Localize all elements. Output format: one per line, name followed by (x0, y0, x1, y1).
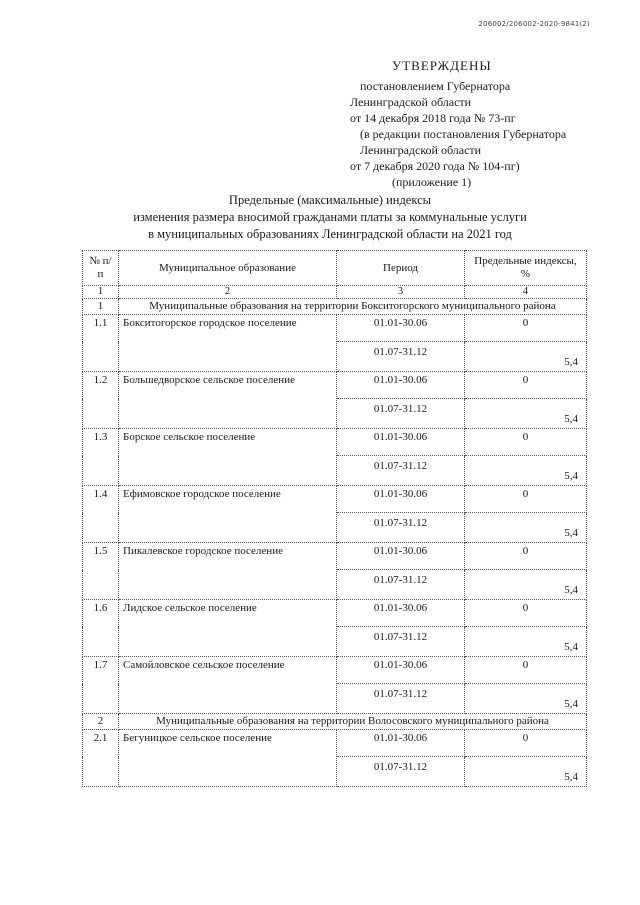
section-title: Муниципальные образования на территории Волосовского муниципального района (119, 714, 587, 730)
period-cell: 01.07-31.12 (337, 757, 465, 787)
index-value: 0 (465, 600, 587, 627)
table-row (83, 372, 587, 399)
header-period: Период (337, 251, 465, 286)
approval-line: постановлением Губернатора (360, 79, 511, 93)
header-municipality: Муниципальное образование (119, 251, 337, 286)
index-value: 0 (465, 730, 587, 757)
indices-table (82, 250, 587, 787)
period-cell: 01.01-30.06 (337, 486, 465, 513)
index-value: 0 (465, 657, 587, 684)
period-cell: 01.01-30.06 (337, 429, 465, 456)
approval-line: Ленинградской области (360, 143, 482, 157)
period-cell: 01.07-31.12 (337, 684, 465, 714)
index-value: 5,4 (465, 627, 587, 657)
table-row (83, 429, 587, 456)
index-value: 0 (465, 372, 587, 399)
municipality-name: Большедворское сельское поселение (119, 372, 337, 429)
row-number: 2.1 (83, 730, 119, 787)
table-header-row (83, 251, 587, 286)
row-number: 1.7 (83, 657, 119, 714)
index-value: 0 (465, 543, 587, 570)
period-cell: 01.01-30.06 (337, 543, 465, 570)
title-line: Предельные (максимальные) индексы (228, 193, 432, 207)
row-number: 1.2 (83, 372, 119, 429)
section-number: 1 (83, 299, 119, 315)
document-title (100, 192, 560, 243)
index-value: 5,4 (465, 513, 587, 543)
approval-line: от 7 декабря 2020 года № 104-пг) (350, 159, 520, 173)
column-number: 2 (119, 286, 337, 299)
approval-line: (приложение 1) (392, 175, 472, 189)
index-value: 5,4 (465, 570, 587, 600)
period-cell: 01.01-30.06 (337, 600, 465, 627)
period-cell: 01.01-30.06 (337, 372, 465, 399)
section-row (83, 714, 587, 730)
section-number: 2 (83, 714, 119, 730)
table-row (83, 600, 587, 627)
index-value: 5,4 (465, 684, 587, 714)
header-index: Предельные индексы, % (465, 251, 587, 286)
municipality-name: Бегуницкое сельское поселение (119, 730, 337, 787)
table-row (83, 315, 587, 342)
approval-line: Ленинградской области (350, 95, 472, 109)
header-num: № п/п (83, 251, 119, 286)
row-number: 1.6 (83, 600, 119, 657)
index-value: 0 (465, 315, 587, 342)
table-row (83, 543, 587, 570)
column-numbers-row (83, 286, 587, 299)
approval-heading: УТВЕРЖДЕНЫ (392, 58, 492, 73)
index-value: 5,4 (465, 399, 587, 429)
index-value: 5,4 (465, 456, 587, 486)
period-cell: 01.07-31.12 (337, 627, 465, 657)
municipality-name: Ефимовское городское поселение (119, 486, 337, 543)
municipality-name: Бокситогорское городское поселение (119, 315, 337, 372)
table-row (83, 730, 587, 757)
period-cell: 01.01-30.06 (337, 730, 465, 757)
section-row (83, 299, 587, 315)
period-cell: 01.01-30.06 (337, 657, 465, 684)
municipality-name: Борское сельское поселение (119, 429, 337, 486)
row-number: 1.3 (83, 429, 119, 486)
index-value: 5,4 (465, 757, 587, 787)
period-cell: 01.07-31.12 (337, 570, 465, 600)
column-number: 1 (83, 286, 119, 299)
title-line: в муниципальных образованиях Ленинградской области на 2021 год (148, 227, 512, 241)
section-title: Муниципальные образования на территории Бокситогорского муниципального района (119, 299, 587, 315)
row-number: 1.4 (83, 486, 119, 543)
row-number: 1.5 (83, 543, 119, 600)
title-line: изменения размера вносимой гражданами платы за коммунальные услуги (133, 210, 527, 224)
index-value: 0 (465, 486, 587, 513)
row-number: 1.1 (83, 315, 119, 372)
table-row (83, 657, 587, 684)
municipality-name: Лидское сельское поселение (119, 600, 337, 657)
municipality-name: Пикалевское городское поселение (119, 543, 337, 600)
approval-line: от 14 декабря 2018 года № 73-пг (350, 111, 516, 125)
column-number: 3 (337, 286, 465, 299)
period-cell: 01.07-31.12 (337, 342, 465, 372)
period-cell: 01.07-31.12 (337, 513, 465, 543)
municipality-name: Самойловское сельское поселение (119, 657, 337, 714)
period-cell: 01.07-31.12 (337, 399, 465, 429)
column-number: 4 (465, 286, 587, 299)
period-cell: 01.07-31.12 (337, 456, 465, 486)
index-value: 5,4 (465, 342, 587, 372)
table-row (83, 486, 587, 513)
index-value: 0 (465, 429, 587, 456)
document-id: 206002/206002-2020-9841(2) (478, 20, 590, 28)
period-cell: 01.01-30.06 (337, 315, 465, 342)
approval-line: (в редакции постановления Губернатора (360, 127, 567, 141)
